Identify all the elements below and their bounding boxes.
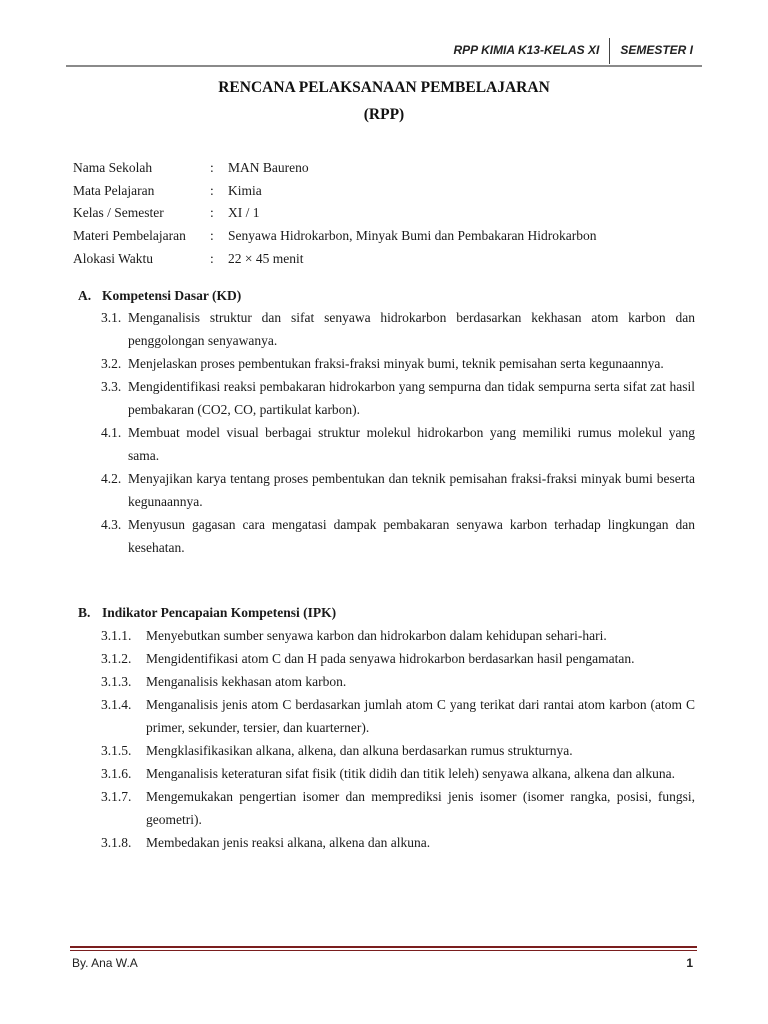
item-text: Menyusun gagasan cara mengatasi dampak pembakaran senyawa karbon terhadap lingkungan dan kesehatan. [128, 517, 695, 555]
item-number: 3.3. [101, 379, 122, 394]
section-title: Indikator Pencapaian Kompetensi (IPK) [102, 605, 337, 620]
list-item [101, 647, 695, 670]
identity-row [73, 202, 597, 225]
item-number: 3.1.4. [101, 697, 132, 712]
section-title: Kompetensi Dasar (KD) [102, 288, 242, 303]
identity-label: Alokasi Waktu [73, 250, 154, 266]
identity-value: MAN Baureno [228, 160, 309, 176]
item-text: Menyebutkan sumber senyawa karbon dan hidrokarbon dalam kehidupan sehari-hari. [146, 628, 607, 643]
identity-label: Mata Pelajaran [73, 182, 155, 198]
item-text: Menganalisis struktur dan sifat senyawa hidrokarbon berdasarkan kekhasan atom karbon dan penggolongan senyawanya. [128, 310, 695, 348]
item-text: Menyajikan karya tentang proses pembentukan dan teknik pemisahan fraksi-fraksi minyak bumi beserta kegunaannya. [128, 471, 695, 509]
identity-label: Materi Pembelajaran [73, 228, 186, 244]
list-item [101, 467, 695, 513]
footer-author: By. Ana W.A [72, 956, 138, 970]
identity-label: Kelas / Semester [73, 205, 164, 221]
item-text: Membedakan jenis reaksi alkana, alkena dan alkuna. [146, 835, 431, 850]
item-number: 3.1.1. [101, 628, 132, 643]
item-text: Mengidentifikasi atom C dan H pada senyawa hidrokarbon berdasarkan hasil pengamatan. [146, 651, 635, 666]
list-item [101, 513, 695, 559]
ipk-list [101, 624, 695, 854]
footer-rule-thin [70, 950, 697, 951]
item-text: Menganalisis jenis atom C berdasarkan jumlah atom C yang terikat dari rantai atom karbon (atom C primer, sekunder, tersier, dan kuarterner). [146, 697, 695, 735]
page-number: 1 [686, 956, 693, 970]
document-title: RENCANA PELAKSANAAN PEMBELAJARAN [218, 79, 550, 96]
item-number: 3.1.7. [101, 789, 132, 804]
list-item [101, 624, 695, 647]
kd-list [101, 306, 695, 559]
item-text: Menganalisis kekhasan atom karbon. [146, 674, 347, 689]
list-item [101, 739, 695, 762]
identity-row [73, 225, 597, 248]
item-number: 4.3. [101, 517, 122, 532]
list-item [101, 670, 695, 693]
identity-label: Nama Sekolah [73, 160, 153, 176]
header-rule [66, 65, 702, 67]
identity-colon: : [210, 182, 214, 198]
item-number: 3.1.5. [101, 743, 132, 758]
identity-colon: : [210, 205, 214, 221]
list-item [101, 762, 695, 785]
item-number: 3.2. [101, 356, 122, 371]
list-item [101, 421, 695, 467]
item-number: 4.1. [101, 425, 122, 440]
item-text: Mengemukakan pengertian isomer dan memprediksi jenis isomer (isomer rangka, posisi, fungsi, geometri). [146, 789, 695, 827]
identity-value: XI / 1 [228, 205, 260, 221]
item-text: Mengklasifikasikan alkana, alkena, dan alkuna berdasarkan rumus strukturnya. [146, 743, 573, 758]
identity-colon: : [210, 228, 214, 244]
section-letter: B. [78, 605, 91, 620]
list-item [101, 785, 695, 831]
list-item [101, 831, 695, 854]
section-letter: A. [78, 288, 92, 303]
item-text: Mengidentifikasi reaksi pembakaran hidrokarbon yang sempurna dan tidak sempurna serta sifat zat hasil pembakaran (CO2, CO, partikulat karbon). [128, 379, 695, 417]
header-course: RPP KIMIA K13-KELAS XI [453, 43, 600, 57]
list-item [101, 375, 695, 421]
item-text: Menganalisis keteraturan sifat fisik (titik didih dan titik leleh) senyawa alkana, alkena dan alkuna. [146, 766, 675, 781]
identity-colon: : [210, 160, 214, 176]
identity-colon: : [210, 250, 214, 266]
running-header [454, 38, 694, 64]
document-subtitle: (RPP) [363, 106, 405, 123]
list-item [101, 693, 695, 739]
section-a-heading [78, 288, 241, 304]
section-b-heading [78, 605, 336, 621]
item-number: 3.1.6. [101, 766, 132, 781]
footer-rule [70, 946, 697, 948]
item-number: 3.1.8. [101, 835, 132, 850]
identity-value: 22 × 45 menit [228, 250, 304, 266]
item-text: Membuat model visual berbagai struktur molekul hidrokarbon yang memiliki rumus molekul yang sama. [128, 425, 695, 463]
item-number: 3.1.3. [101, 674, 132, 689]
identity-value: Senyawa Hidrokarbon, Minyak Bumi dan Pembakaran Hidrokarbon [228, 228, 597, 244]
identity-row [73, 180, 597, 203]
header-semester: SEMESTER I [620, 43, 693, 57]
identity-row [73, 247, 597, 270]
list-item [101, 306, 695, 352]
item-number: 4.2. [101, 471, 122, 486]
identity-block [73, 157, 597, 270]
item-text: Menjelaskan proses pembentukan fraksi-fraksi minyak bumi, teknik pemisahan serta kegunaannya. [128, 356, 664, 371]
identity-value: Kimia [228, 182, 262, 198]
item-number: 3.1. [101, 310, 122, 325]
list-item [101, 352, 695, 375]
item-number: 3.1.2. [101, 651, 132, 666]
identity-row [73, 157, 597, 180]
